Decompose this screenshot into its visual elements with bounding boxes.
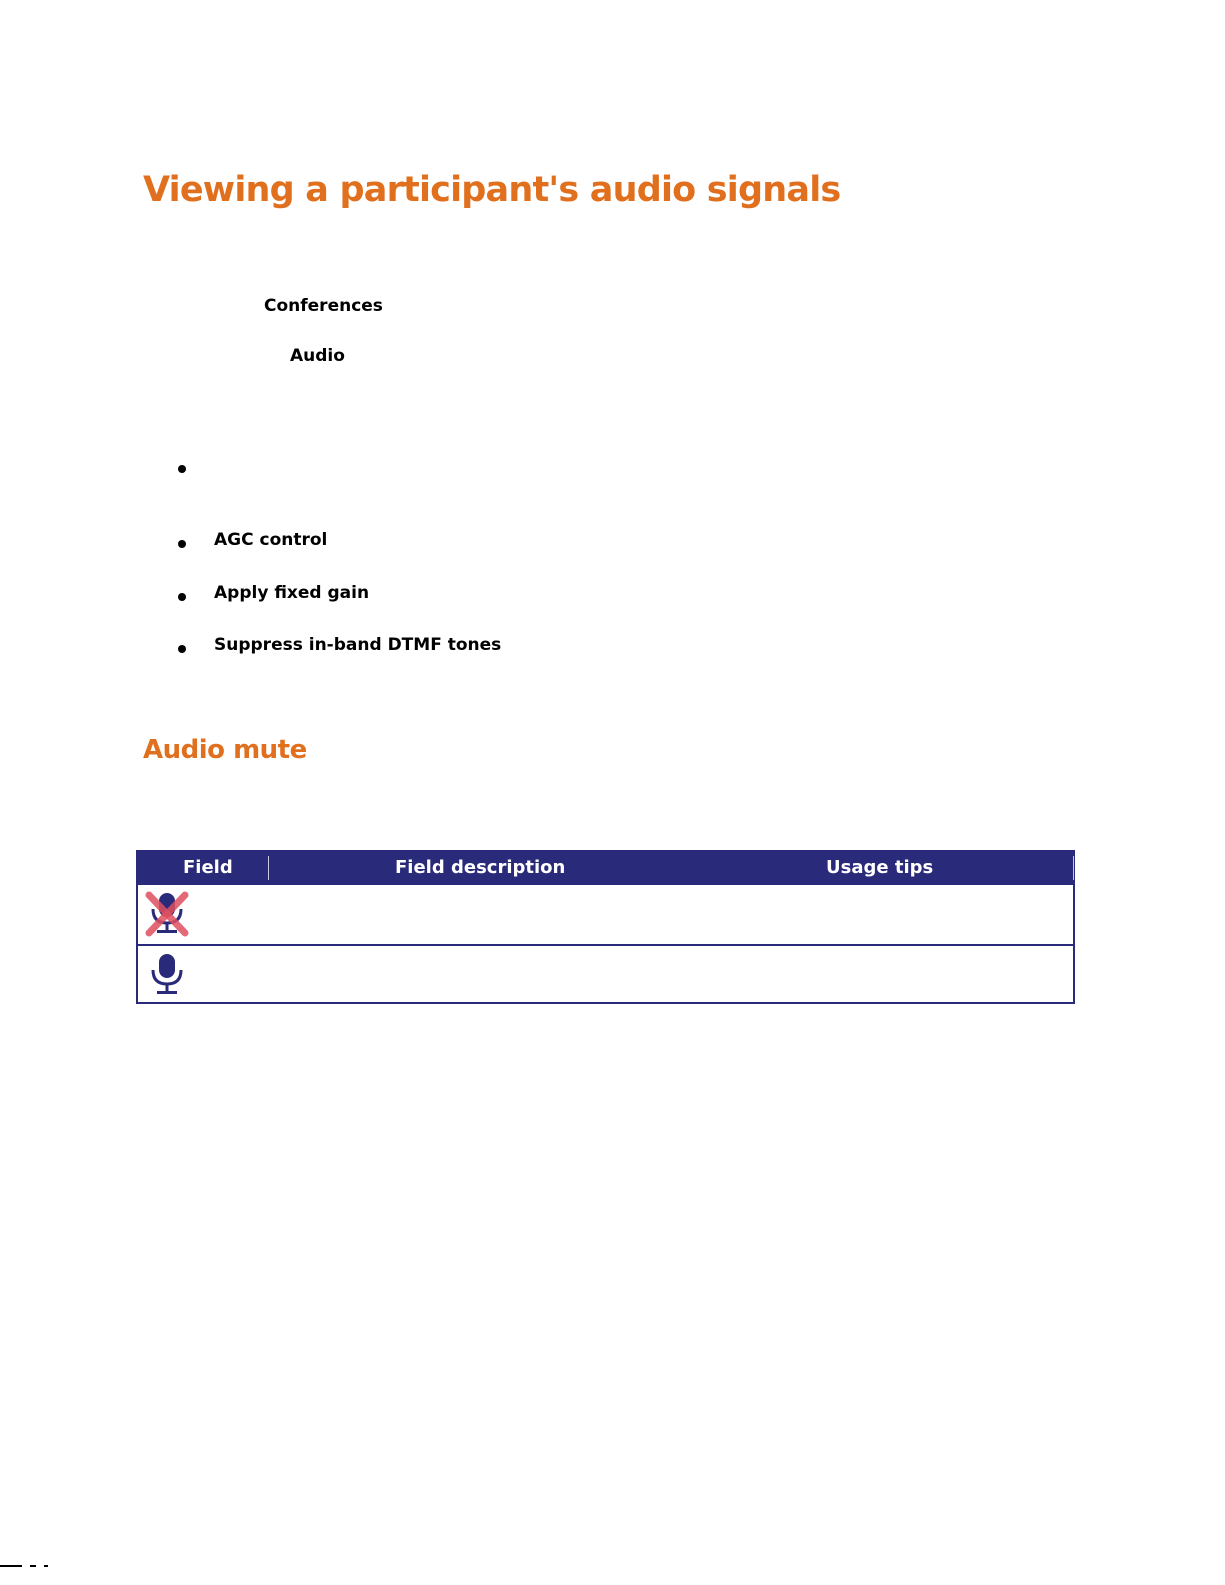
column-header-description: Field description [395,857,566,878]
page-title: Viewing a participant's audio signals [143,170,841,210]
audio-mute-table [136,850,1075,1004]
table-header [138,852,1073,885]
column-divider [1073,856,1074,880]
step-keyword-audio: Audio [290,346,345,366]
step-keyword-conferences: Conferences [264,296,383,316]
list-item-label: Suppress in-band DTMF tones [214,635,502,655]
column-header-field: Field [183,857,233,878]
column-divider [268,856,269,880]
column-header-tips: Usage tips [826,857,934,878]
table-row [138,946,1073,1005]
bullet-icon [178,540,186,548]
bullet-icon [178,465,186,473]
microphone-icon [145,952,189,998]
bullet-icon [178,593,186,601]
microphone-muted-icon [145,891,189,937]
list-item-label: Apply fixed gain [214,583,370,603]
page-edge-marks [0,1562,60,1570]
bullet-icon [178,645,186,653]
list-item-label: AGC control [214,530,328,550]
table-row [138,885,1073,946]
section-heading-audio-mute: Audio mute [143,735,307,765]
